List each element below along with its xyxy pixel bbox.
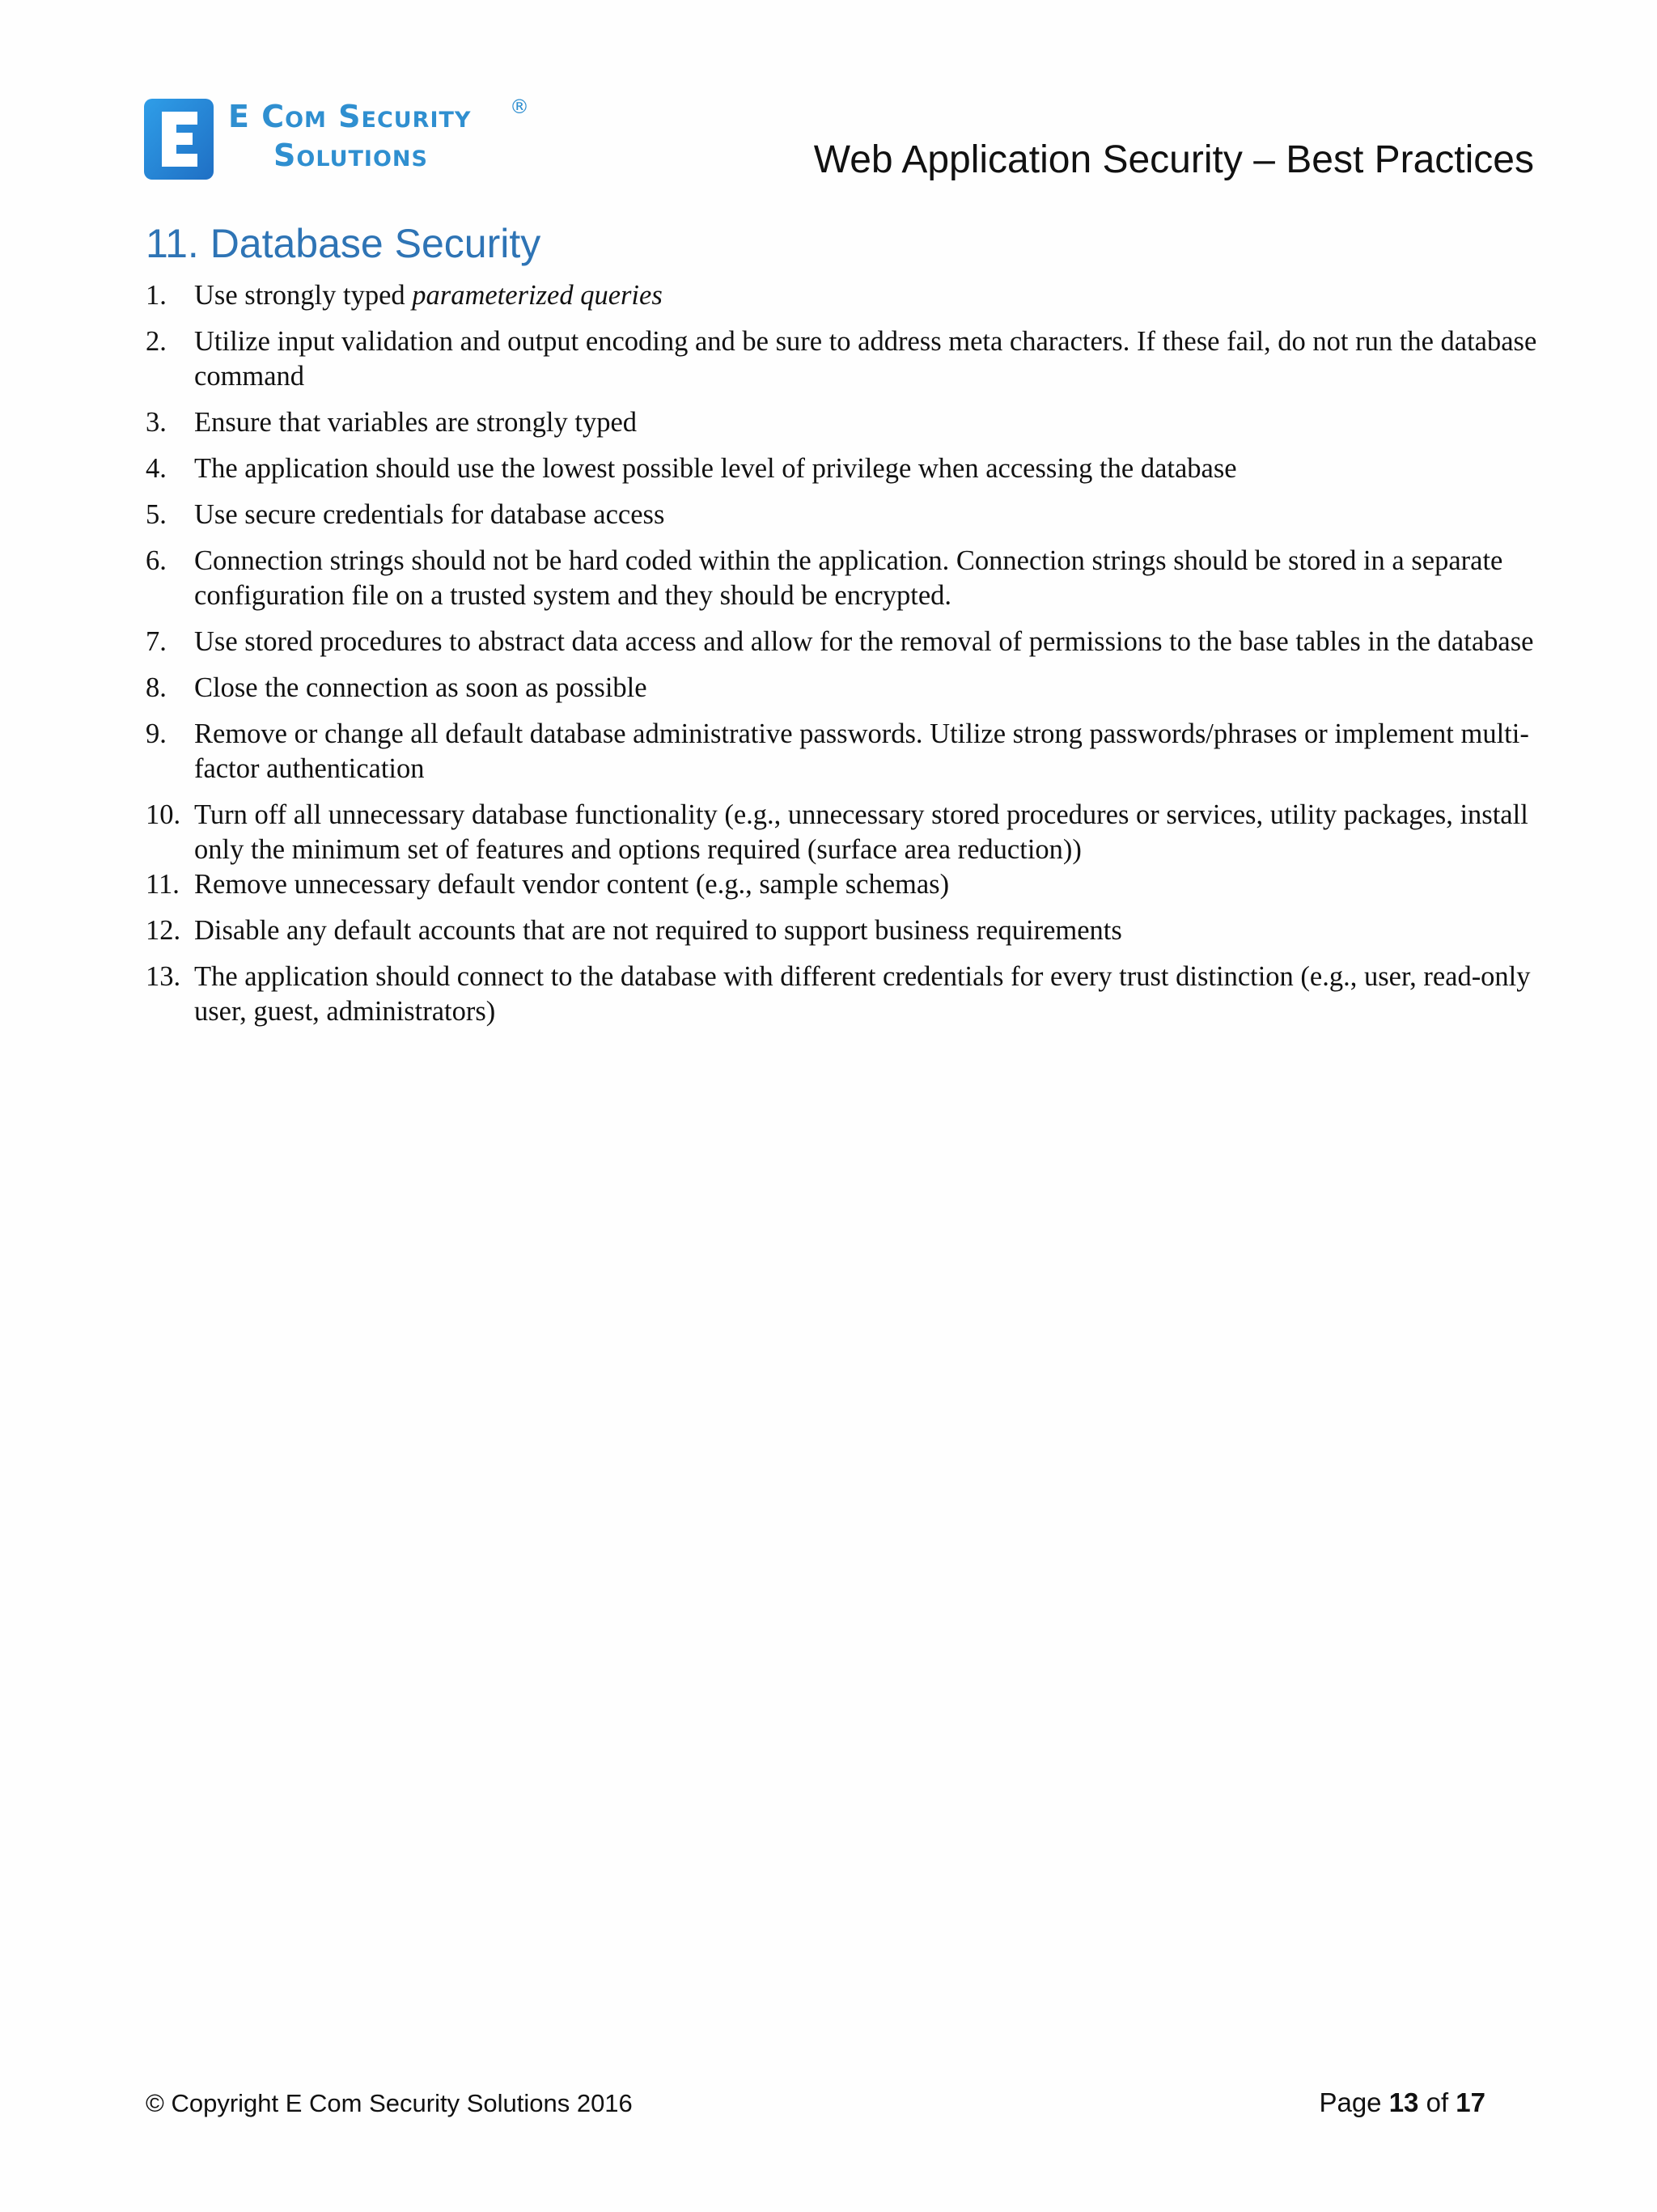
item-number: 10.	[146, 799, 181, 830]
page-current: 13	[1388, 2087, 1419, 2117]
list-item	[146, 278, 1553, 313]
item-emphasis: parameterized queries	[412, 280, 663, 311]
logo-e-mark-icon	[144, 99, 214, 180]
footer-page-number	[1319, 2087, 1485, 2118]
company-logo	[144, 95, 540, 184]
item-number: 5.	[146, 499, 167, 530]
requirements-list	[146, 278, 1553, 1040]
item-text: Use stored procedures to abstract data access and allow for the removal of permissions to the base tables in the database	[194, 626, 1534, 657]
item-number: 9.	[146, 718, 167, 749]
item-number: 12.	[146, 915, 181, 946]
page-prefix: Page	[1319, 2087, 1389, 2117]
list-item	[146, 798, 1553, 867]
item-number: 7.	[146, 626, 167, 657]
item-number: 13.	[146, 961, 181, 992]
item-text: Use strongly typed	[194, 280, 413, 311]
list-item	[146, 451, 1553, 486]
item-text: Close the connection as soon as possible	[194, 672, 647, 703]
list-item	[146, 671, 1553, 706]
page-total: 17	[1456, 2087, 1485, 2117]
list-item	[146, 913, 1553, 948]
item-text: The application should use the lowest possible level of privilege when accessing the database	[194, 453, 1237, 484]
registered-mark: ®	[510, 95, 529, 118]
list-item	[146, 498, 1553, 532]
item-text: Utilize input validation and output encoding and be sure to address meta characters. If these fail, do not run the database command	[194, 326, 1537, 392]
item-number: 1.	[146, 280, 167, 311]
list-item	[146, 405, 1553, 440]
item-text: Remove unnecessary default vendor content (e.g., sample schemas)	[194, 869, 950, 900]
list-item	[146, 867, 1553, 902]
item-text: Turn off all unnecessary database functionality (e.g., unnecessary stored procedures or services, utility packages, install only the minimum set of features and options required (surface area reduction))	[194, 799, 1528, 865]
item-number: 4.	[146, 453, 167, 484]
item-text: The application should connect to the database with different credentials for every trust distinction (e.g., user, read-only user, guest, administrators)	[194, 961, 1531, 1027]
list-item	[146, 717, 1553, 786]
item-text: Use secure credentials for database access	[194, 499, 665, 530]
item-text: Connection strings should not be hard coded within the application. Connection strings should be stored in a separate configuration file on a trusted system and they should be encrypted.	[194, 545, 1503, 611]
page-of: of	[1418, 2087, 1456, 2117]
logo-text-line2: Solutions	[273, 138, 428, 173]
document-title: Web Application Security – Best Practices	[813, 138, 1534, 181]
section-heading: 11. Database Security	[146, 221, 541, 266]
item-number: 2.	[146, 326, 167, 357]
item-number: 8.	[146, 672, 167, 703]
list-item	[146, 625, 1553, 659]
list-item	[146, 324, 1553, 394]
item-number: 6.	[146, 545, 167, 576]
item-text: Disable any default accounts that are not required to support business requirements	[194, 915, 1122, 946]
item-number: 11.	[146, 869, 180, 900]
footer-copyright: © Copyright E Com Security Solutions 2016	[146, 2089, 633, 2117]
item-text: Ensure that variables are strongly typed	[194, 407, 638, 438]
logo-text-line1: E Com Security	[228, 99, 472, 134]
item-text: Remove or change all default database administrative passwords. Utilize strong passwords/phrases or implement multi-factor authentication	[194, 718, 1529, 784]
list-item	[146, 544, 1553, 613]
list-item	[146, 960, 1553, 1029]
item-number: 3.	[146, 407, 167, 438]
